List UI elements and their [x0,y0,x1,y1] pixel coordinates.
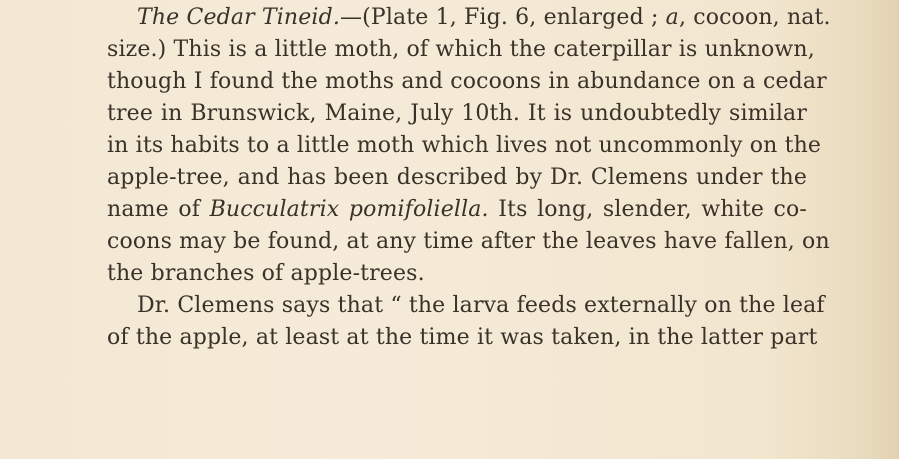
text-segment: a [665,5,679,30]
text-segment: tree in Brunswick, Maine, July 10th. It is undoubtedly similar [107,101,807,126]
text-line [107,34,815,66]
text-segment: Its long, slender, white co- [488,197,807,222]
text-segment: the branches of apple-trees. [107,261,425,286]
text-line [107,194,807,226]
text-segment: coons may be found, at any time after the leaves have fallen, on [107,229,830,254]
text-line [107,98,807,130]
text-segment: in its habits to a little moth which lives not uncommonly on the [107,133,822,158]
text-segment: , cocoon, nat. [678,5,831,30]
text-line [107,162,807,194]
text-segment: —(Plate 1, Fig. 6, enlarged ; [339,5,666,30]
species-name: Bucculatrix pomifoliella. [209,197,489,222]
heading-title: The Cedar Tineid. [137,5,340,30]
text-segment: though I found the moths and cocoons in abundance on a cedar [107,69,827,94]
text-line [137,2,831,34]
text-line [107,226,830,258]
text-segment: name of [107,197,210,222]
text-line [137,290,825,322]
text-line [107,322,818,354]
text-line [107,66,827,98]
text-line [107,258,807,290]
text-line [107,130,822,162]
text-segment: of the apple, at least at the time it was taken, in the latter part [107,325,818,350]
text-segment: apple-tree, and has been described by Dr. Clemens under the [107,165,807,190]
text-segment: Dr. Clemens says that “ the larva feeds externally on the leaf [137,293,825,318]
text-segment: size.) This is a little moth, of which the caterpillar is unknown, [107,37,815,62]
